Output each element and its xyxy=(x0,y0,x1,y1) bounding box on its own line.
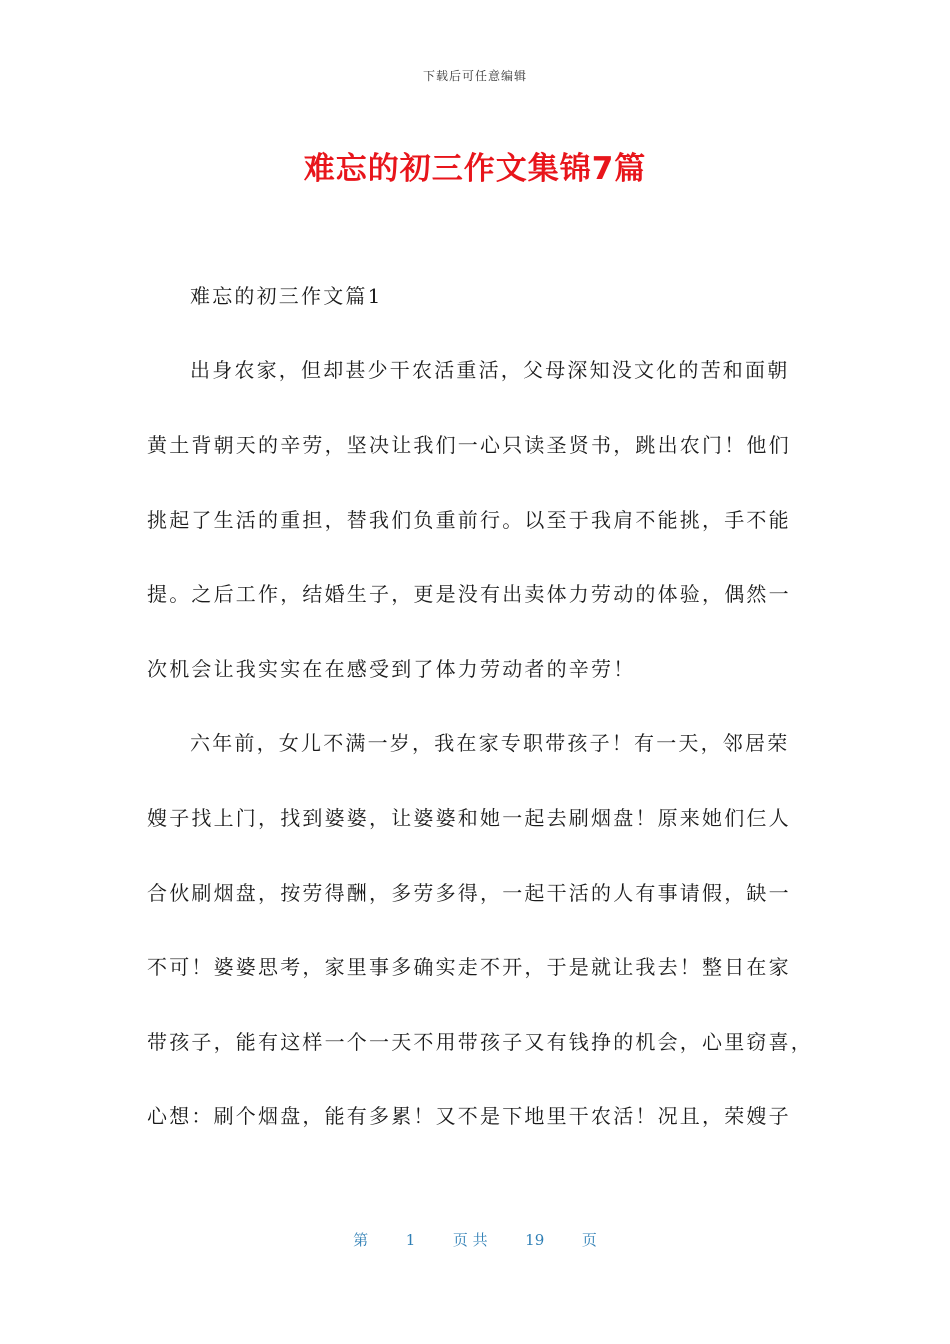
footer-page-total: 19 xyxy=(525,1231,545,1249)
paragraph-2-line: 不可！婆婆思考，家里事多确实走不开，于是就让我去！整日在家 xyxy=(147,955,791,979)
paragraph-2-line: 嫂子找上门，找到婆婆，让婆婆和她一起去刷烟盘！原来她们仨人 xyxy=(147,806,791,830)
paragraph-1-line: 挑起了生活的重担，替我们负重前行。以至于我肩不能挑，手不能 xyxy=(147,508,791,532)
footer-page-number: 1 xyxy=(405,1231,416,1249)
paragraph-2-line: 心想：刷个烟盘，能有多累！又不是下地里干农活！况且，荣嫂子 xyxy=(147,1104,791,1128)
section-heading: 难忘的初三作文篇1 xyxy=(190,284,383,308)
paragraph-1-line: 出身农家，但却甚少干农活重活，父母深知没文化的苦和面朝 xyxy=(190,358,790,382)
footer-page-middle: 页 共 xyxy=(452,1231,488,1249)
document-title: 难忘的初三作文集锦7篇 xyxy=(303,151,647,187)
footer-page-prefix: 第 xyxy=(353,1231,369,1249)
paragraph-1-line: 提。之后工作，结婚生子，更是没有出卖体力劳动的体验，偶然一 xyxy=(147,582,791,606)
paragraph-1-line: 次机会让我实实在在感受到了体力劳动者的辛劳！ xyxy=(147,657,636,681)
header-note: 下载后可任意编辑 xyxy=(422,69,527,83)
paragraph-2-line: 合伙刷烟盘，按劳得酬，多劳多得，一起干活的人有事请假，缺一 xyxy=(147,881,791,905)
page-footer xyxy=(0,1229,950,1250)
paragraph-2-line: 六年前，女儿不满一岁，我在家专职带孩子！有一天，邻居荣 xyxy=(190,731,790,755)
paragraph-2-line: 带孩子，能有这样一个一天不用带孩子又有钱挣的机会，心里窃喜， xyxy=(147,1030,813,1054)
footer-page-suffix: 页 xyxy=(581,1231,597,1249)
paragraph-1-line: 黄土背朝天的辛劳，坚决让我们一心只读圣贤书，跳出农门！他们 xyxy=(147,433,791,457)
